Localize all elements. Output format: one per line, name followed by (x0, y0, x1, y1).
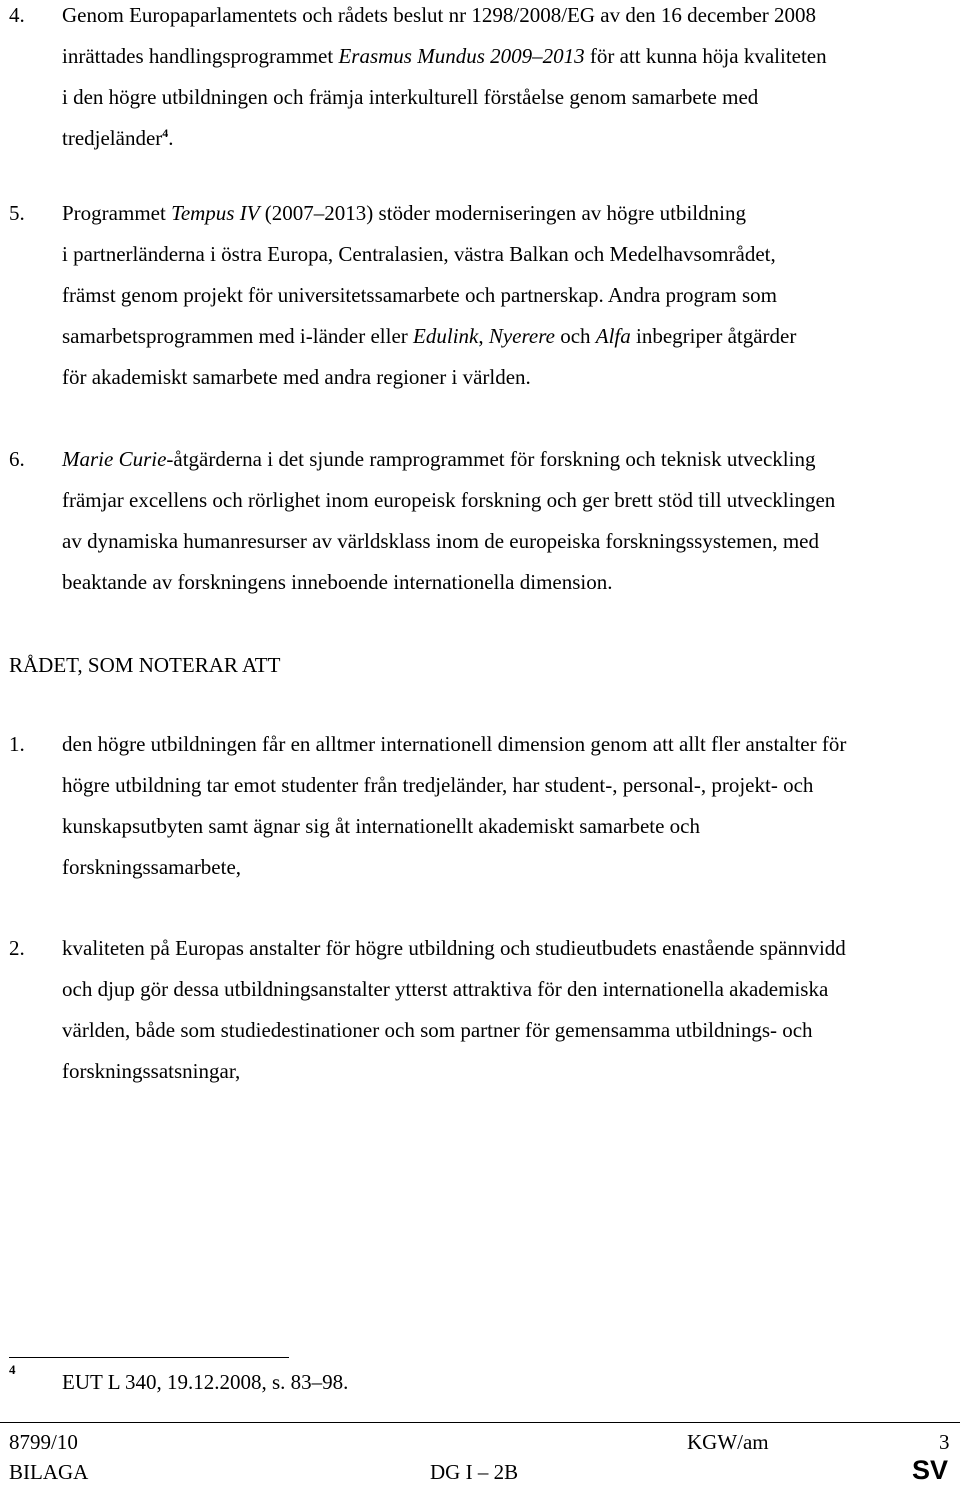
text-run: av dynamiska humanresurser av världsklass inom de europeiska forskningssystemen, med (62, 529, 819, 553)
language-code: SV (912, 1455, 949, 1485)
italic-title: Edulink (413, 324, 479, 348)
text-run: inbegriper åtgärder (630, 324, 797, 348)
text-line (62, 928, 939, 969)
text-run: och (554, 324, 596, 348)
paragraph-number: 4. (9, 3, 25, 27)
text-line (62, 316, 939, 357)
text-run: världen, både som studiedestinationer och som partner för gemensamma utbildnings- och (62, 1018, 813, 1042)
text-line (62, 521, 939, 562)
text-run: Genom Europaparlamentets och rådets beslut nr 1298/2008/EG av den 16 december 2008 (62, 3, 817, 27)
text-run: i partnerländerna i östra Europa, Centralasien, västra Balkan och Medelhavsområdet, (62, 242, 776, 266)
text-line (62, 439, 939, 480)
section-heading: RÅDET, SOM NOTERAR ATT (9, 653, 281, 677)
text-line (62, 193, 939, 234)
footer-separator (0, 1422, 960, 1423)
document-number: 8799/10 (9, 1430, 78, 1454)
text-run: den högre utbildningen får en alltmer internationell dimension genom att allt fler anstalter för (62, 732, 847, 756)
text-run: främjar excellens och rörlighet inom europeisk forskning och ger brett stöd till utvecklingen (62, 488, 836, 512)
footnote-ref: 4 (162, 126, 169, 140)
text-run: samarbetsprogrammen med i-länder eller (62, 324, 414, 348)
page-number: 3 (939, 1430, 950, 1454)
text-run: inrättades handlingsprogrammet (62, 44, 339, 68)
text-line (62, 480, 939, 521)
italic-title: Tempus IV (171, 201, 260, 225)
text-run: (2007–2013) stöder moderniseringen av högre utbildning (259, 201, 746, 225)
noted-item-2 (9, 928, 939, 1092)
text-run: . (168, 126, 174, 150)
text-run: kunskapsutbyten samt ägnar sig åt internationellt akademiskt samarbete och (62, 814, 700, 838)
text-run: främst genom projekt för universitetssamarbete och partnerskap. Andra program som (62, 283, 777, 307)
italic-title: Marie Curie (62, 447, 167, 471)
text-line (62, 1051, 939, 1092)
text-run: högre utbildning tar emot studenter från tredjeländer, har student-, personal-, projekt- och (62, 773, 814, 797)
text-run: , (478, 324, 489, 348)
directorate-label: DG I – 2B (430, 1460, 519, 1484)
text-run: forskningssatsningar, (62, 1059, 241, 1083)
text-run: för akademiskt samarbete med andra regioner i världen. (62, 365, 531, 389)
footnote-text: EUT L 340, 19.12.2008, s. 83–98. (62, 1370, 349, 1394)
text-line (62, 1010, 939, 1051)
item-number: 1. (9, 732, 25, 756)
text-line (62, 118, 939, 159)
text-line (62, 0, 939, 36)
italic-title: Erasmus Mundus 2009–2013 (338, 44, 585, 68)
text-line (62, 275, 939, 316)
paragraph-6 (9, 439, 939, 603)
author-initials: KGW/am (687, 1430, 769, 1454)
paragraph-number: 6. (9, 447, 25, 471)
text-line (62, 36, 939, 77)
italic-title: Nyerere (488, 324, 555, 348)
text-line (62, 969, 939, 1010)
text-line (62, 77, 939, 118)
noted-item-1 (9, 724, 939, 888)
paragraph-4 (9, 0, 939, 159)
text-run: forskningssamarbete, (62, 855, 242, 879)
footnote-separator (9, 1357, 289, 1358)
text-line (62, 562, 939, 603)
text-line (62, 724, 939, 765)
text-run: beaktande av forskningens inneboende internationella dimension. (62, 570, 613, 594)
annex-label: BILAGA (9, 1460, 89, 1484)
paragraph-5 (9, 193, 939, 398)
text-run: och djup gör dessa utbildningsanstalter ytterst attraktiva för den internationella akademiska (62, 977, 829, 1001)
text-run: tredjeländer (62, 126, 163, 150)
text-run: för att kunna höja kvaliteten (584, 44, 827, 68)
text-line (62, 234, 939, 275)
paragraph-number: 5. (9, 201, 25, 225)
text-line (62, 847, 939, 888)
item-number: 2. (9, 936, 25, 960)
text-line (62, 765, 939, 806)
text-run: -åtgärderna i det sjunde ramprogrammet för forskning och teknisk utveckling (166, 447, 816, 471)
text-run: i den högre utbildningen och främja interkulturell förståelse genom samarbete med (62, 85, 759, 109)
italic-title: Alfa (595, 324, 631, 348)
text-line (62, 357, 939, 398)
footnote-number: 4 (9, 1362, 16, 1377)
text-run: kvaliteten på Europas anstalter för högre utbildning och studieutbudets enastående spännvidd (62, 936, 846, 960)
text-run: Programmet (62, 201, 172, 225)
text-line (62, 806, 939, 847)
